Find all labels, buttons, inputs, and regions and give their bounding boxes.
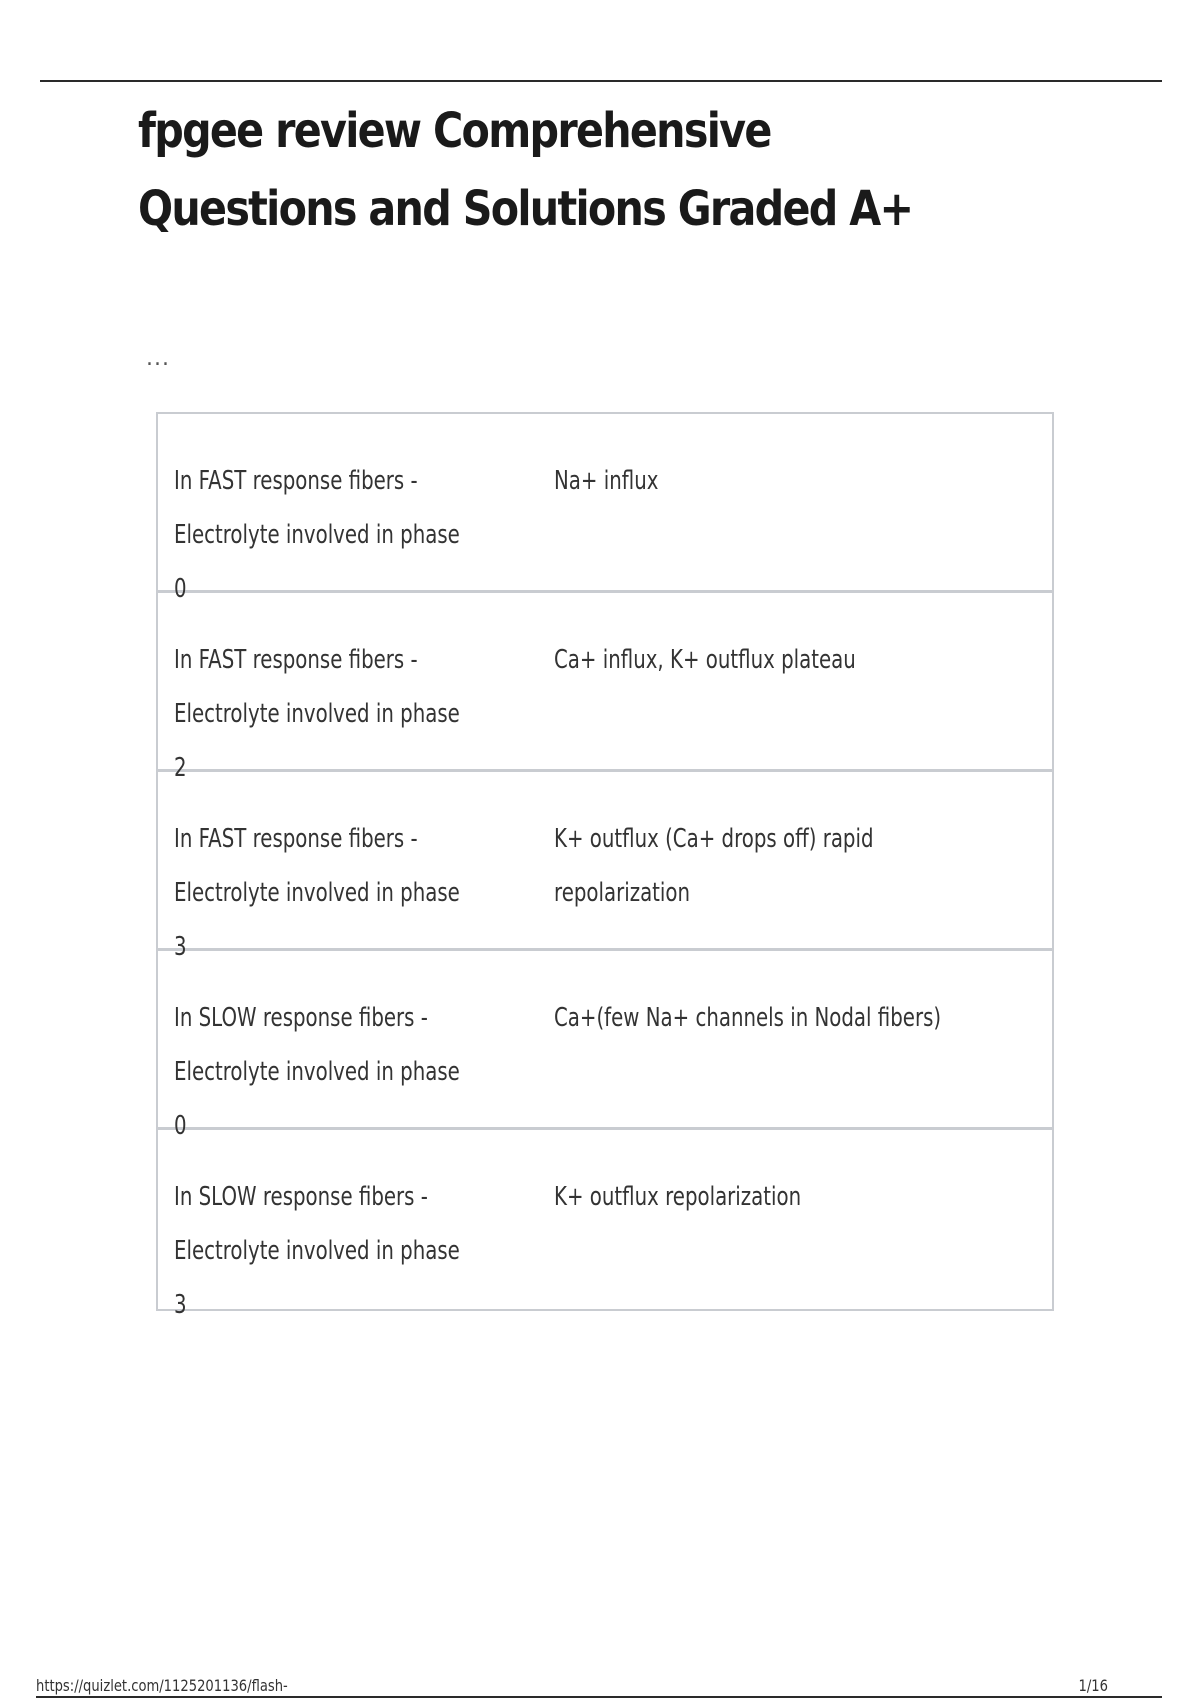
flashcard-definition: Ca+ influx, K+ outflux plateau: [554, 645, 856, 675]
flashcard: [158, 772, 1052, 962]
flashcard: [158, 951, 1052, 1141]
flashcard-term: In SLOW response fibers - Electrolyte involved in phase 3: [174, 1182, 460, 1320]
flashcard-term: In SLOW response fibers - Electrolyte involved in phase 0: [174, 1003, 460, 1141]
flashcard: [158, 1130, 1052, 1320]
document-title: fpgee review Comprehensive Questions and Solutions Graded A+: [138, 103, 913, 237]
page-number: 1/16: [1078, 1676, 1108, 1695]
flashcard: [158, 593, 1052, 783]
flashcard-definition: Ca+(few Na+ channels in Nodal fibers): [554, 1003, 942, 1033]
flashcard-term: In FAST response fibers - Electrolyte involved in phase 0: [174, 466, 460, 604]
flashcard-list: [156, 412, 1054, 1320]
flashcard-term: In FAST response fibers - Electrolyte involved in phase 3: [174, 824, 460, 962]
flashcard-term: In FAST response fibers - Electrolyte involved in phase 2: [174, 645, 460, 783]
flashcard-definition: K+ outflux (Ca+ drops off) rapid repolarization: [554, 824, 874, 908]
flashcard-definition: K+ outflux repolarization: [554, 1182, 802, 1212]
bottom-divider: [36, 1696, 1162, 1698]
more-options-icon[interactable]: ...: [146, 346, 170, 371]
flashcard-definition: Na+ influx: [554, 466, 659, 496]
top-divider: [40, 80, 1162, 82]
footer-url[interactable]: https://quizlet.com/1125201136/flash-: [36, 1676, 288, 1695]
flashcard: [158, 414, 1052, 604]
